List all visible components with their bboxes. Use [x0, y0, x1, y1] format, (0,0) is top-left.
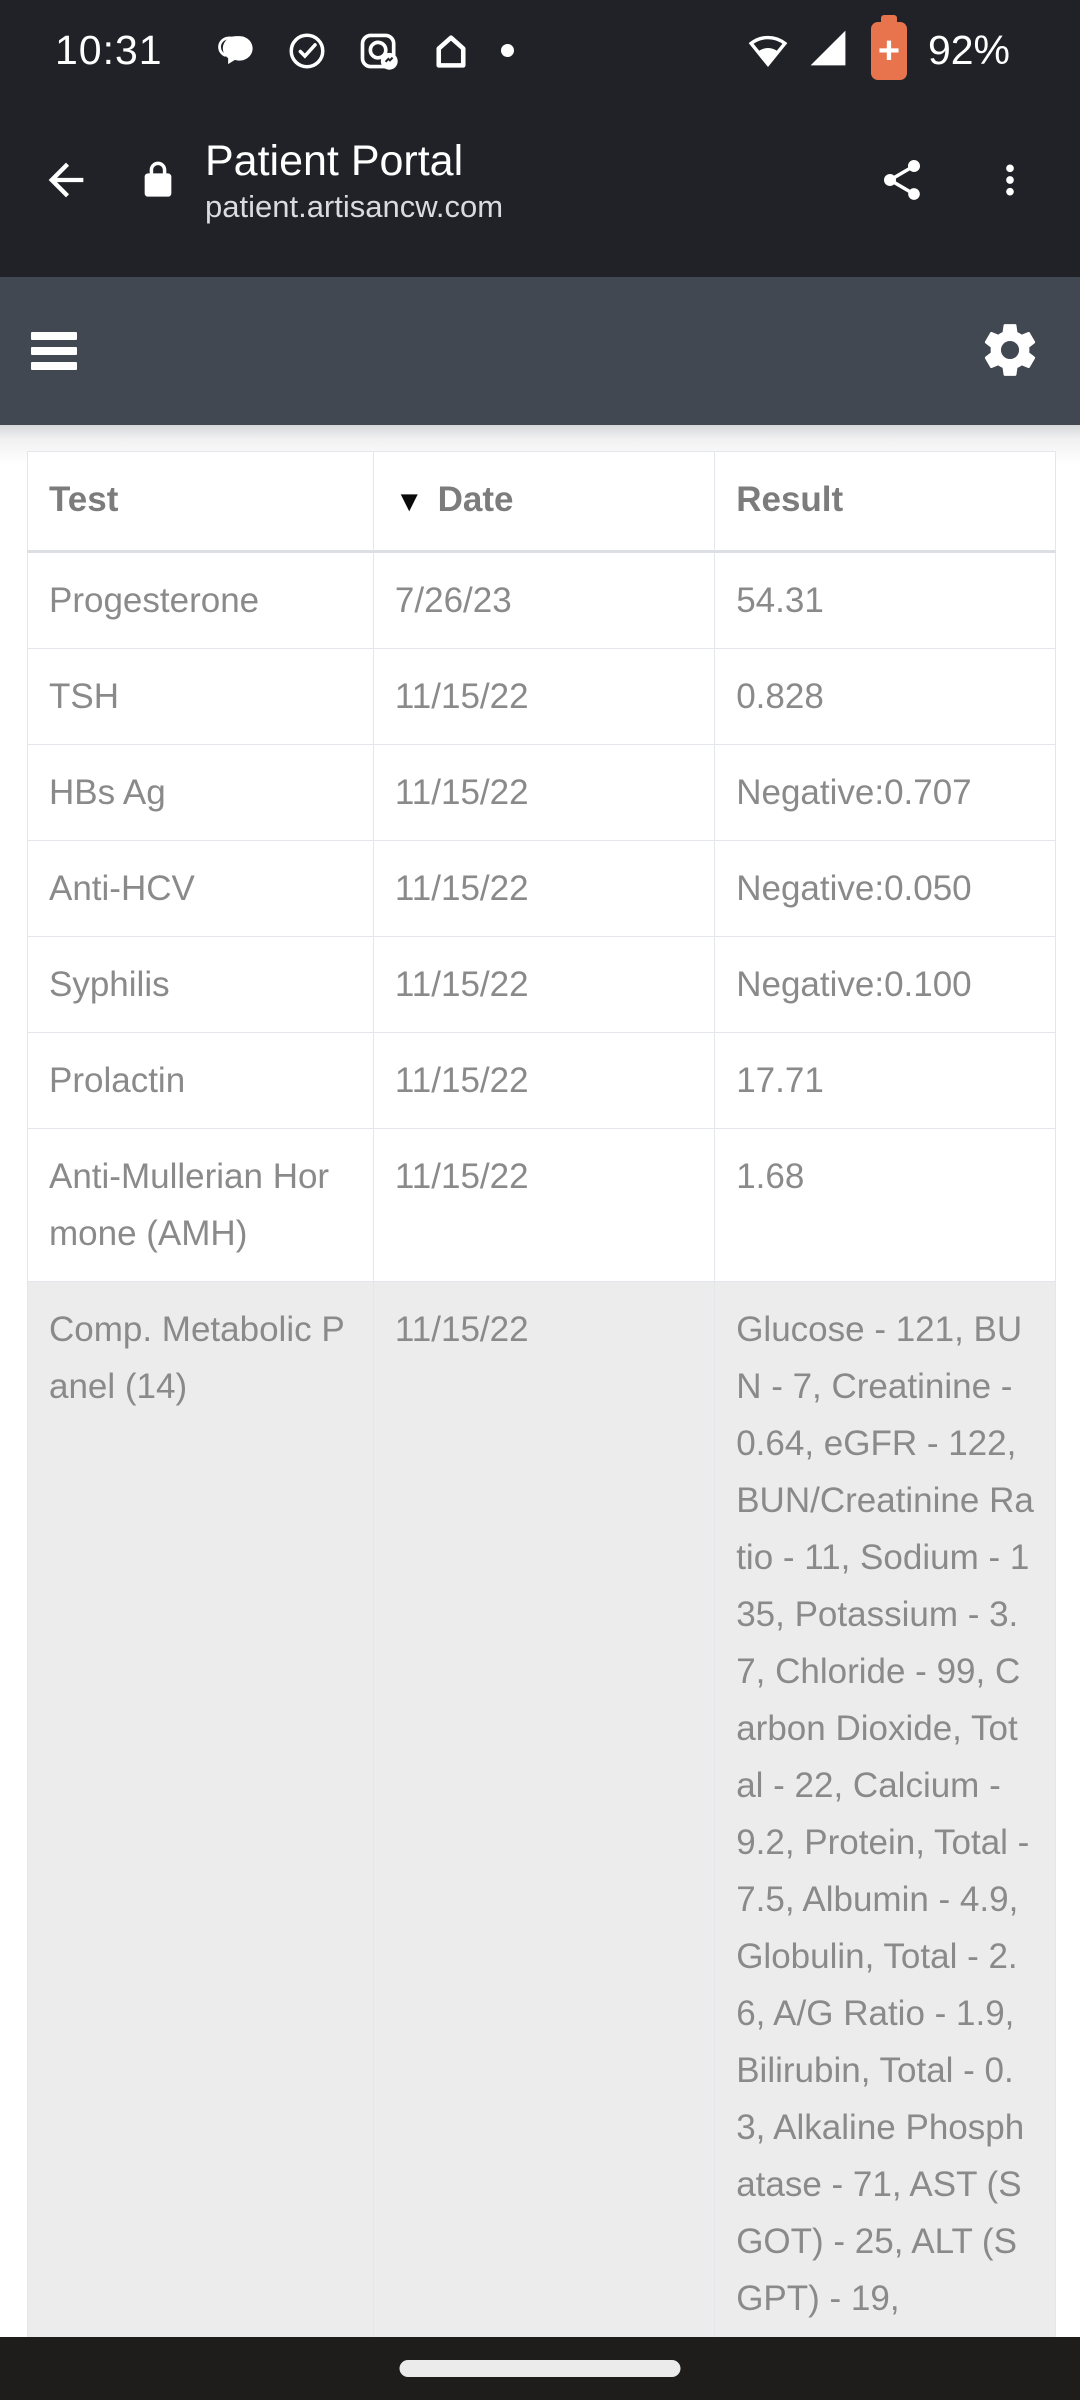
cell-result: 1.68: [715, 1129, 1056, 1282]
messages-notification-icon: [215, 30, 257, 72]
hamburger-icon: [31, 332, 77, 340]
check-circle-notification-icon: [286, 30, 328, 72]
table-row: [28, 649, 1056, 745]
system-status-icons: [745, 22, 1010, 80]
cell-result: Negative:0.050: [715, 841, 1056, 937]
cell-test: Anti-Mullerian Hormone (AMH): [28, 1129, 374, 1282]
cell-test: Syphilis: [28, 937, 374, 1033]
cell-date: 11/15/22: [373, 937, 714, 1033]
cellular-signal-icon: [806, 26, 850, 75]
notification-icons: [215, 29, 514, 73]
clock: 10:31: [55, 27, 163, 73]
gesture-nav-bar: [0, 2337, 1080, 2400]
lab-results-table: [27, 451, 1056, 2337]
cell-date: 7/26/23: [373, 552, 714, 649]
cell-result: Negative:0.100: [715, 937, 1056, 1033]
table-row: [28, 1033, 1056, 1129]
cell-result: Negative:0.707: [715, 745, 1056, 841]
column-header-test[interactable]: Test: [28, 452, 374, 552]
sort-descending-icon: ▼: [394, 486, 424, 518]
home-app-notification-icon: [430, 30, 472, 72]
table-row: [28, 1282, 1056, 2338]
cell-date: 11/15/22: [373, 1129, 714, 1282]
settings-button[interactable]: [978, 319, 1042, 383]
gear-icon: [979, 319, 1041, 384]
cell-test: Comp. Metabolic Panel (14): [28, 1282, 374, 2338]
battery-plus-glyph: +: [877, 29, 901, 72]
share-icon: [878, 156, 926, 207]
android-chrome: [0, 0, 1080, 277]
browser-overflow-menu-button[interactable]: [980, 145, 1040, 217]
secure-lock-button[interactable]: [138, 156, 178, 207]
battery-percent: 92%: [927, 27, 1010, 73]
table-row: [28, 745, 1056, 841]
page-title: Patient Portal: [205, 136, 464, 185]
back-arrow-icon: [40, 154, 92, 209]
cell-test: Prolactin: [28, 1033, 374, 1129]
three-dot-menu-icon: [990, 152, 1030, 211]
page-url: patient.artisancw.com: [205, 189, 504, 225]
table-header-row: [28, 452, 1056, 552]
battery-saver-icon: [871, 22, 907, 80]
site-identity: [138, 135, 503, 228]
cell-date: 11/15/22: [373, 649, 714, 745]
cell-test: HBs Ag: [28, 745, 374, 841]
table-row: [28, 937, 1056, 1033]
cell-date: 11/15/22: [373, 745, 714, 841]
gesture-pill[interactable]: [400, 2360, 681, 2377]
more-notifications-dot-icon: [501, 44, 514, 57]
wifi-icon: [745, 25, 791, 76]
page-content: [0, 425, 1080, 2337]
cell-result: 54.31: [715, 552, 1056, 649]
site-menu-button[interactable]: [31, 332, 77, 370]
cell-result: 17.71: [715, 1033, 1056, 1129]
back-button[interactable]: [30, 145, 102, 217]
column-header-result[interactable]: Result: [715, 452, 1056, 552]
cell-result: Glucose - 121, BUN - 7, Creatinine - 0.64, eGFR - 122, BUN/Creatinine Ratio - 11, Sodium - 135, Potassium - 3.7, Chloride - 99, Carbon Dioxide, Total - 22, Calcium - 9.2, Protein, Total - 7.5, Albumin - 4.9, Globulin, Total - 2.6, A/G Ratio - 1.9, Bilirubin, Total - 0.3, Alkaline Phosphatase - 71, AST (SGOT) - 25, ALT (SGPT) - 19,: [715, 1282, 1056, 2338]
cell-test: Progesterone: [28, 552, 374, 649]
table-row: [28, 552, 1056, 649]
cell-result: 0.828: [715, 649, 1056, 745]
column-header-date[interactable]: ▼ Date: [373, 452, 714, 552]
share-button[interactable]: [866, 145, 938, 217]
browser-header: [0, 95, 1080, 277]
site-toolbar: [0, 277, 1080, 425]
cell-test: TSH: [28, 649, 374, 745]
cell-date: 11/15/22: [373, 1033, 714, 1129]
table-row: [28, 841, 1056, 937]
cell-date: 11/15/22: [373, 841, 714, 937]
lock-icon: [138, 156, 178, 207]
table-row: [28, 1129, 1056, 1282]
camera-app-notification-icon: [357, 29, 401, 73]
status-bar: [0, 0, 1080, 95]
cell-test: Anti-HCV: [28, 841, 374, 937]
cell-date: 11/15/22: [373, 1282, 714, 2338]
